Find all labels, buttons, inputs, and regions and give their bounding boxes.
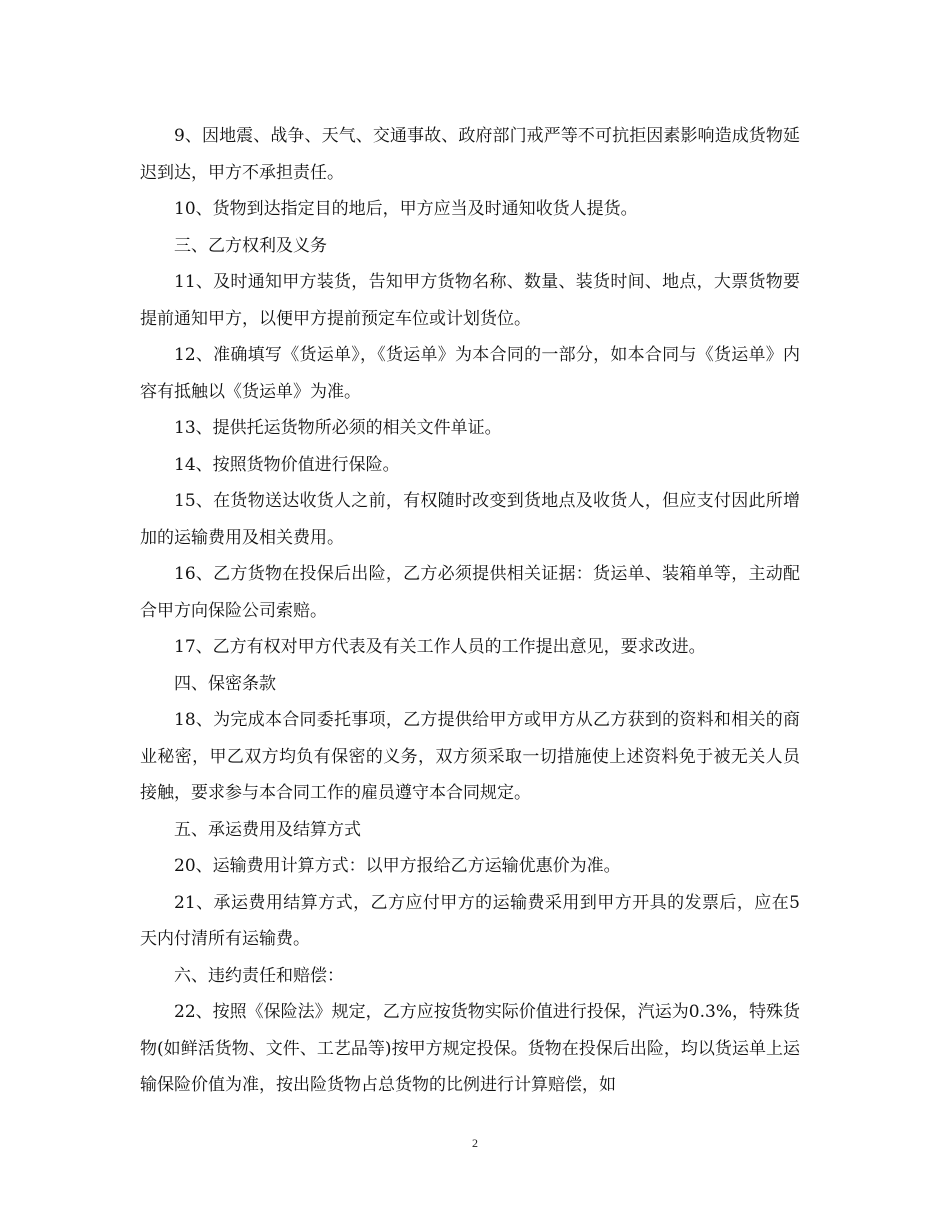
clause-13: 13、提供托运货物所必须的相关文件单证。: [174, 418, 502, 438]
clause-21: 21、承运费用结算方式，乙方应付甲方的运输费采用到甲方开具的发票后，应在5天内付清所有运输费。: [140, 892, 800, 949]
document-body: [140, 118, 800, 1104]
clause-11: 11、及时通知甲方装货，告知甲方货物名称、数量、装货时间、地点，大票货物要提前通知甲方，以便甲方提前预定车位或计划货位。: [140, 272, 800, 329]
clause-22: 22、按照《保险法》规定，乙方应按货物实际价值进行投保，汽运为0.3%，特殊货物(如鲜活货物、文件、工艺品等)按甲方规定投保。货物在投保后出险，均以货运单上运输保险价值为准，按出险货物占总货物的比例进行计算赔偿，如: [140, 1002, 800, 1095]
clause-10: 10、货物到达指定目的地后，甲方应当及时通知收货人提货。: [174, 199, 638, 219]
section-heading-3: 三、乙方权利及义务: [174, 235, 327, 256]
clause-15: 15、在货物送达收货人之前，有权随时改变到货地点及收货人，但应支付因此所增加的运输费用及相关费用。: [140, 491, 800, 548]
section-heading-4: 四、保密条款: [174, 673, 276, 694]
clause-14: 14、按照货物价值进行保险。: [174, 454, 400, 475]
page-number: 2: [472, 1136, 478, 1150]
clause-17: 17、乙方有权对甲方代表及有关工作人员的工作提出意见，要求改进。: [174, 637, 706, 657]
clause-18: 18、为完成本合同委托事项，乙方提供给甲方或甲方从乙方获到的资料和相关的商业秘密，甲乙双方均负有保密的义务，双方须采取一切措施使上述资料免于被无关人员接触，要求参与本合同工作的雇员遵守本合同规定。: [140, 710, 800, 803]
clause-9: 9、因地震、战争、天气、交通事故、政府部门戒严等不可抗拒因素影响造成货物延迟到达，甲方不承担责任。: [140, 126, 800, 183]
clause-16: 16、乙方货物在投保后出险，乙方必须提供相关证据：货运单、装箱单等，主动配合甲方向保险公司索赔。: [140, 564, 800, 621]
clause-12: 12、准确填写《货运单》，《货运单》为本合同的一部分，如本合同与《货运单》内容有抵触以《货运单》为准。: [140, 345, 800, 402]
section-heading-5: 五、承运费用及结算方式: [174, 819, 361, 840]
section-heading-6: 六、违约责任和赔偿：: [174, 965, 344, 986]
clause-20: 20、运输费用计算方式：以甲方报给乙方运输优惠价为准。: [174, 856, 621, 876]
